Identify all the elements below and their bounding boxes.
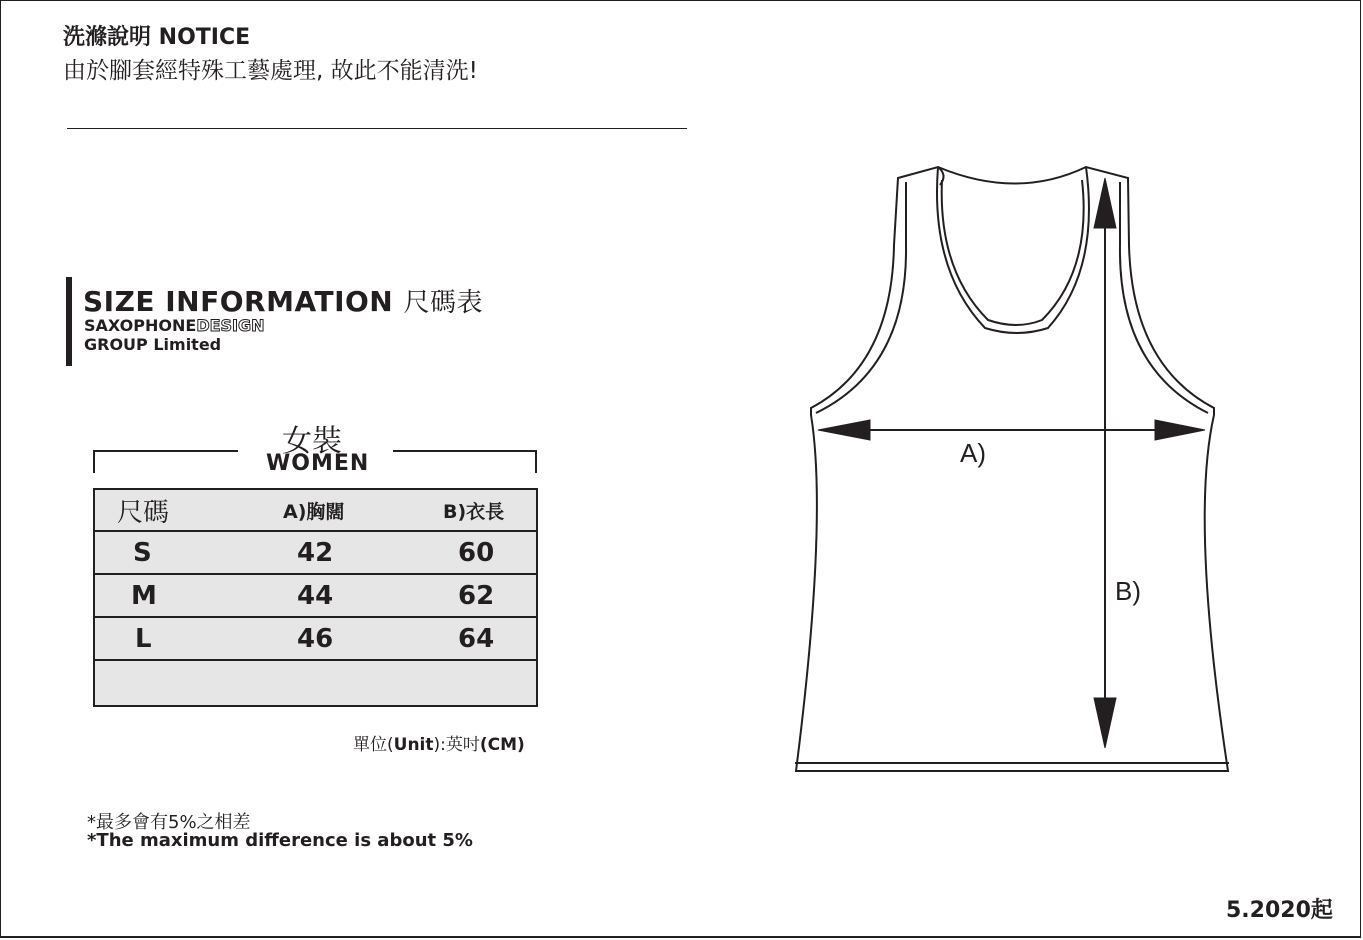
brand-line-2: GROUP Limited — [84, 335, 222, 354]
table-header-cell: A)胸闊 — [195, 489, 375, 531]
table-cell: 62 — [375, 574, 537, 617]
table-cell: 44 — [195, 574, 375, 617]
size-info-title-cn: 尺碼表 — [403, 288, 483, 318]
size-title-accent-bar — [66, 277, 72, 366]
table-cell: 60 — [375, 531, 537, 574]
notice-title: 洗滌說明 NOTICE — [63, 25, 251, 50]
measure-arrow-a — [818, 420, 1205, 440]
divider-line — [67, 128, 687, 129]
brand-line-1 — [84, 317, 265, 335]
table-cell: 46 — [195, 617, 375, 660]
effective-date: 5.2020起 — [1226, 898, 1333, 923]
tank-top-diagram — [780, 150, 1240, 790]
table-cell: 64 — [375, 617, 537, 660]
size-info-title — [83, 282, 483, 319]
table-header-cell: B)衣長 — [375, 489, 537, 531]
size-info-title-en: SIZE INFORMATION — [83, 285, 394, 318]
category-bracket-left — [93, 450, 238, 473]
brand-name-outline: DESIGN — [196, 316, 265, 335]
category-cn: 女裝 — [282, 424, 342, 459]
table-row — [94, 531, 537, 574]
measure-label-a: A) — [960, 438, 986, 468]
measure-label-b: B) — [1115, 576, 1141, 606]
table-header-cell: 尺碼 — [94, 489, 195, 531]
brand-name-bold: SAXOPHONE — [84, 316, 197, 335]
table-row — [94, 574, 537, 617]
category-bracket-right — [393, 450, 537, 473]
table-cell: 42 — [195, 531, 375, 574]
category-en: WOMEN — [266, 451, 370, 476]
unit-note: 單位(Unit):英吋(CM) — [353, 735, 525, 755]
garment-outline — [796, 167, 1228, 771]
table-row-empty — [94, 660, 537, 706]
table-row — [94, 617, 537, 660]
table-cell: M — [94, 574, 195, 617]
table-header-row — [94, 489, 537, 531]
table-cell: L — [94, 617, 195, 660]
notice-text: 由於腳套經特殊工藝處理, 故此不能清洗! — [63, 58, 478, 84]
measure-arrow-b — [1094, 178, 1116, 748]
table-cell: S — [94, 531, 195, 574]
tolerance-note-en: *The maximum difference is about 5% — [87, 830, 473, 851]
size-table — [93, 488, 538, 707]
tolerance-note-cn: *最多會有5%之相差 — [87, 812, 251, 833]
